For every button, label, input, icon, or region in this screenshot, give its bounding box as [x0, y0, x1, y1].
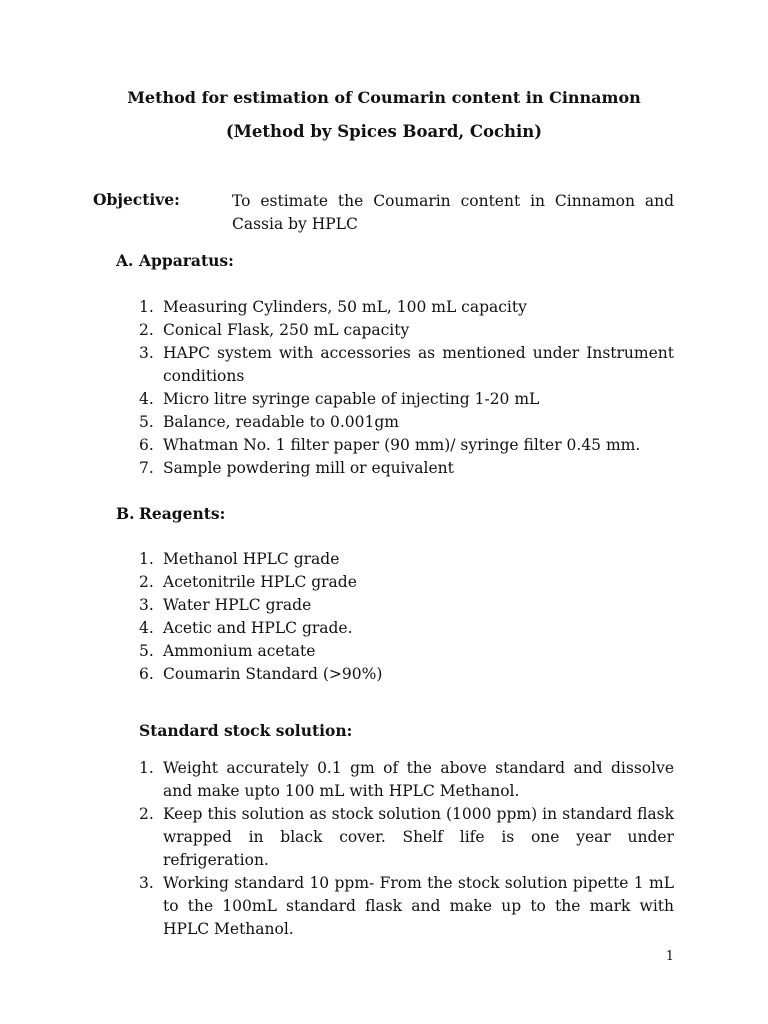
list-item-number: 3.: [139, 596, 154, 614]
list-item-number: 3.: [139, 344, 154, 362]
list-item-number: 5.: [139, 413, 154, 431]
list-item-text: Acetic and HPLC grade.: [163, 619, 353, 637]
list-item-text: Whatman No. 1 filter paper (90 mm)/ syringe filter 0.45 mm.: [163, 436, 641, 454]
list-item: [139, 757, 674, 803]
list-item: [139, 388, 674, 411]
list-item-text: Measuring Cylinders, 50 mL, 100 mL capacity: [163, 298, 527, 316]
list-item-number: 4.: [139, 619, 154, 637]
list-item: [139, 548, 674, 571]
list-item-text: Keep this solution as stock solution (1000 ppm) in standard flask wrapped in black cover. Shelf life is one year under refrigeration.: [163, 805, 674, 869]
list-item: [139, 803, 674, 872]
list-item-number: 3.: [139, 874, 154, 892]
list-item-text: Ammonium acetate: [163, 642, 316, 660]
stock-solution-heading: Standard stock solution:: [139, 721, 353, 740]
list-item: [139, 872, 674, 941]
list-item-text: Methanol HPLC grade: [163, 550, 340, 568]
stock-solution-list: [139, 757, 674, 941]
page-number: 1: [665, 949, 674, 964]
list-item-number: 1.: [139, 759, 154, 777]
list-item: [139, 434, 674, 457]
list-item-text: Coumarin Standard (>90%): [163, 665, 383, 683]
list-item-number: 2.: [139, 573, 154, 591]
section-letter: A.: [116, 251, 134, 270]
list-item-text: Balance, readable to 0.001gm: [163, 413, 399, 431]
section-title: Apparatus:: [139, 251, 234, 270]
list-item-text: Working standard 10 ppm- From the stock solution pipette 1 mL to the 100mL standard flask and make up to the mark with HPLC Methanol.: [163, 874, 674, 938]
section-heading-reagents: [116, 504, 225, 523]
list-item-text: HAPC system with accessories as mentioned under Instrument conditions: [163, 344, 674, 385]
list-item: [139, 296, 674, 319]
objective-label: Objective:: [93, 190, 180, 209]
list-item: [139, 342, 674, 388]
document-subtitle: (Method by Spices Board, Cochin): [225, 122, 543, 141]
list-item: [139, 594, 674, 617]
list-item: [139, 617, 674, 640]
list-item-text: Water HPLC grade: [163, 596, 312, 614]
document-title: Method for estimation of Coumarin content in Cinnamon: [127, 88, 641, 107]
list-item-number: 1.: [139, 298, 154, 316]
list-item-text: Micro litre syringe capable of injecting 1-20 mL: [163, 390, 540, 408]
list-item-number: 6.: [139, 436, 154, 454]
list-item-number: 4.: [139, 390, 154, 408]
reagents-list: [139, 548, 674, 686]
list-item: [139, 663, 674, 686]
objective-text: To estimate the Coumarin content in Cinnamon and Cassia by HPLC: [232, 192, 674, 233]
list-item-number: 1.: [139, 550, 154, 568]
list-item-number: 5.: [139, 642, 154, 660]
list-item: [139, 411, 674, 434]
list-item: [139, 640, 674, 663]
list-item-number: 2.: [139, 805, 154, 823]
section-title: Reagents:: [139, 504, 226, 523]
list-item: [139, 457, 674, 480]
list-item: [139, 319, 674, 342]
list-item-text: Weight accurately 0.1 gm of the above standard and dissolve and make upto 100 mL with HPLC Methanol.: [163, 759, 674, 800]
list-item-text: Conical Flask, 250 mL capacity: [163, 321, 410, 339]
list-item: [139, 571, 674, 594]
list-item-text: Sample powdering mill or equivalent: [163, 459, 454, 477]
section-heading-apparatus: [116, 251, 234, 270]
list-item-number: 2.: [139, 321, 154, 339]
section-letter: B.: [116, 504, 135, 523]
list-item-number: 6.: [139, 665, 154, 683]
list-item-number: 7.: [139, 459, 154, 477]
apparatus-list: [139, 296, 674, 480]
list-item-text: Acetonitrile HPLC grade: [163, 573, 357, 591]
